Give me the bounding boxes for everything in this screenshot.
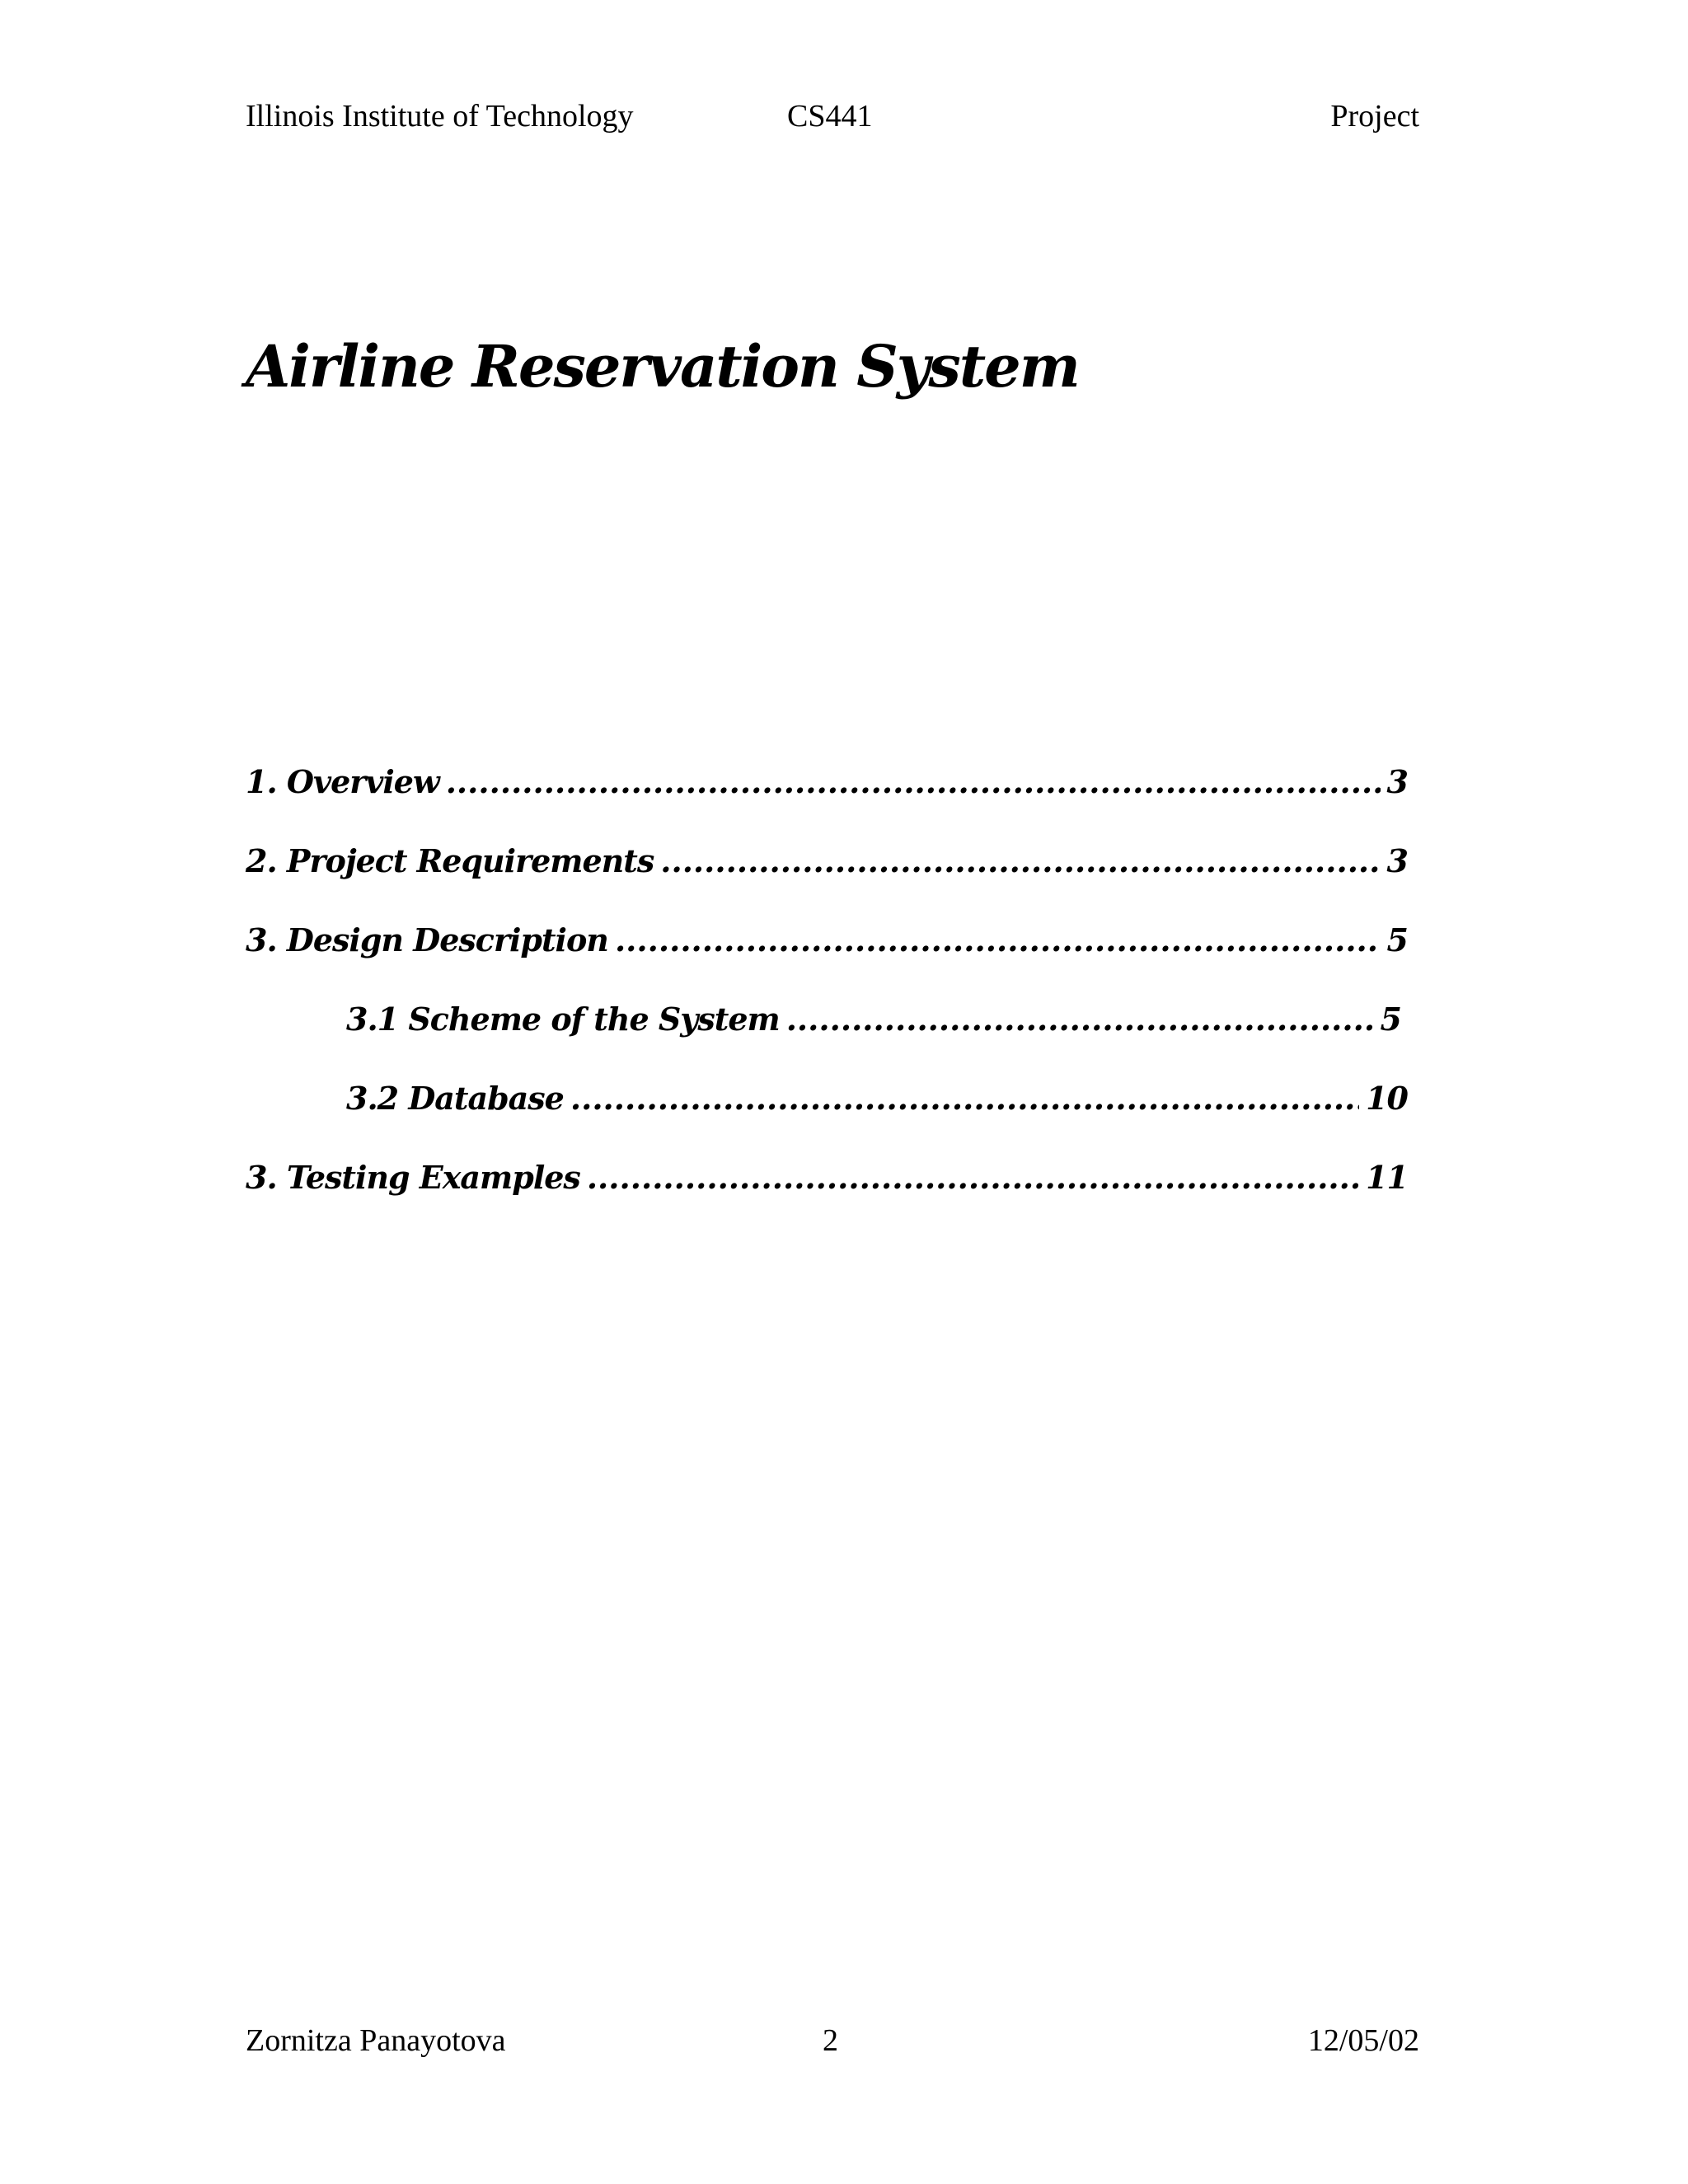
footer-date: 12/05/02 xyxy=(1307,2023,1419,2058)
toc-leader-dots xyxy=(786,1004,1374,1035)
toc-entry-design-description[interactable] xyxy=(246,921,1408,958)
footer-author: Zornitza Panayotova xyxy=(246,2023,506,2058)
toc-leader-dots xyxy=(446,766,1381,798)
toc-leader-dots xyxy=(570,1083,1359,1114)
toc-entry-overview[interactable] xyxy=(246,763,1408,800)
toc-leader-dots xyxy=(660,846,1380,877)
toc-entry-page: 3 xyxy=(1386,842,1408,879)
toc-leader-dots xyxy=(587,1162,1359,1193)
toc-entry-label: 3. Testing Examples xyxy=(246,1159,580,1196)
toc-entry-page: 5 xyxy=(1380,1001,1401,1038)
toc-entry-page: 10 xyxy=(1366,1080,1408,1117)
toc-entry-project-requirements[interactable] xyxy=(246,842,1408,879)
toc-entry-scheme-of-system[interactable] xyxy=(346,1001,1401,1038)
header-doc-type: Project xyxy=(1330,99,1419,134)
toc-entry-label: 3.1 Scheme of the System xyxy=(346,1001,780,1038)
toc-entry-page: 3 xyxy=(1386,763,1408,800)
header-course: CS441 xyxy=(787,99,873,134)
toc-entry-label: 1. Overview xyxy=(246,763,439,800)
footer-page-number: 2 xyxy=(823,2023,838,2058)
document-title: Airline Reservation System xyxy=(246,332,1079,401)
header-institution: Illinois Institute of Technology xyxy=(246,99,634,134)
toc-entry-testing-examples[interactable] xyxy=(246,1159,1408,1196)
toc-entry-page: 5 xyxy=(1386,921,1408,958)
toc-leader-dots xyxy=(615,925,1381,956)
toc-entry-label: 3.2 Database xyxy=(346,1080,564,1117)
toc-entry-database[interactable] xyxy=(346,1080,1408,1117)
toc-entry-page: 11 xyxy=(1366,1159,1408,1196)
toc-entry-label: 3. Design Description xyxy=(246,921,608,958)
toc-entry-label: 2. Project Requirements xyxy=(246,842,654,879)
